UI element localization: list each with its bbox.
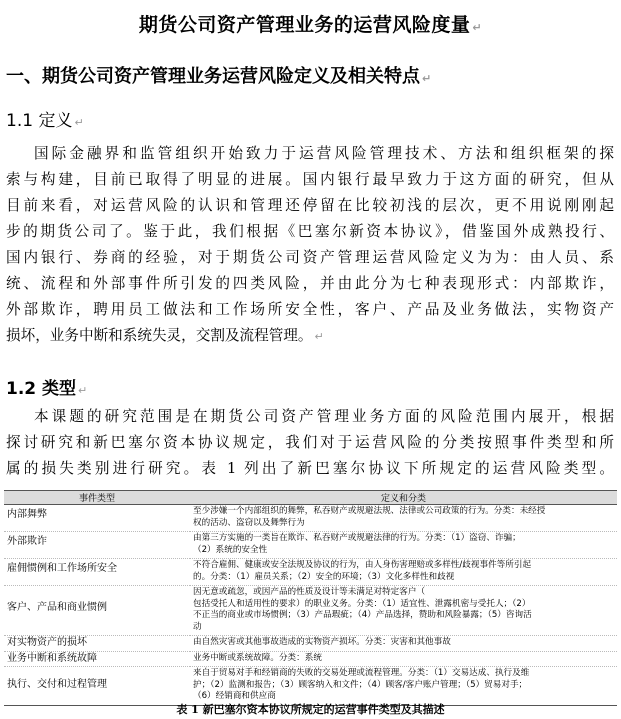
column-header-definition: 定义和分类 (190, 491, 617, 505)
definition-cell (190, 532, 617, 559)
definition-line: 至少涉嫌一个内部组织的舞弊，私吞财产或规避法规、法律或公司政策的行为。分类：未经授 (193, 506, 546, 516)
text-line: 国际金融界和监管组织开始致力于运营风险管理技术、方法和组织框架的探 (34, 145, 614, 162)
paragraph-mark: ↵ (472, 21, 483, 34)
paragraph-mark: ↵ (422, 72, 432, 85)
definition-line: 由第三方实施的一类旨在欺诈、私吞财产或规避法律的行为。分类：（1）盗窃、诈骗； (193, 533, 521, 543)
text-line: 外部欺诈，聘用员工做法和工作场所安全性，客户、产品及业务做法，实物资产 (6, 301, 614, 318)
definition-cell (190, 586, 617, 636)
event-type-cell: 客户、产品和商业惯例 (4, 586, 190, 636)
definition-line: （2）系统的安全性 (193, 544, 268, 555)
paragraph-mark: ↵ (74, 116, 84, 129)
definition-cell (190, 636, 617, 652)
definition-line: 包括受托人和适用性的要求）的职业义务。分类：（1）适宜性、泄露机密与受托人；（2） (193, 598, 531, 609)
definition-line: 权的活动、盗窃以及舞弊行为 (193, 517, 305, 528)
table-row (4, 586, 617, 636)
table-row (4, 532, 617, 559)
definition-line: 动 (193, 621, 202, 632)
paragraph-mark: ↵ (314, 330, 324, 343)
definition-cell (190, 559, 617, 586)
text-line: 属的损失类别进行研究。表 1 列出了新巴塞尔协议下所规定的运营风险类型。 (6, 460, 614, 477)
event-type-cell: 雇佣惯例和工作场所安全 (4, 559, 190, 586)
table-row (4, 667, 617, 706)
definition-line: 由自然灾害或其他事故造成的实物资产损坏。分类：灾害和其他事故 (193, 637, 451, 647)
subsection-heading-definition: 1.1 定义 ↵ (6, 111, 84, 131)
table-caption: 表 1 新巴塞尔资本协议所规定的运营事件类型及其描述 (176, 703, 445, 716)
definition-cell (190, 667, 617, 706)
text-line: 统、流程和外部事件所引发的四类风险，并由此分为七种表现形式：内部欺诈， (6, 275, 614, 292)
event-type-cell: 外部欺诈 (4, 532, 190, 559)
text-line: 国内银行、券商的经验，对于期货公司资产管理运营风险定义为为：由人员、系 (6, 249, 614, 266)
definition-line: （6）经销商和供应商 (193, 691, 276, 701)
table-row (4, 559, 617, 586)
definition-line: 业务中断或系统故障。分类：系统 (193, 652, 322, 663)
definition-line: 护；（2）监测和报告；（3）顾客纳入和文件；（4）顾客/客户账户管理；（5）贸易对手； (193, 679, 528, 690)
subsection-heading-types: 1.2 类型 ↵ (6, 379, 88, 399)
text-line: 损坏，业务中断和系统失灵，交割及流程管理。 ↵ (6, 327, 324, 344)
text-line: 目前来看，对运营风险的认识和管理还停留在比较初浅的层次，更不用说刚刚起 (6, 197, 614, 214)
section-heading: 一、期货公司资产管理业务运营风险定义及相关特点 ↵ (6, 66, 432, 87)
text-line: 探讨研究和新巴塞尔资本协议规定，我们对于运营风险的分类按照事件类型和所 (6, 434, 614, 451)
text-line: 本课题的研究范围是在期货公司资产管理业务方面的风险范围内展开，根据 (34, 408, 614, 425)
document-title: 期货公司资产管理业务的运营风险度量 ↵ (138, 14, 483, 36)
risk-type-table (4, 490, 617, 706)
event-type-cell: 执行、交付和过程管理 (4, 667, 190, 706)
table-row (4, 636, 617, 652)
table-header-row (4, 491, 617, 505)
event-type-cell: 对实物资产的损坏 (4, 636, 190, 652)
definition-cell (190, 505, 617, 532)
paragraph-mark: ↵ (78, 384, 88, 397)
definition-line: 不正当的商业或市场惯例；（3）产品瑕疵；（4）产品选择，赞助和风险暴露；（5）咨询活 (193, 610, 532, 620)
text-line: 索与构建，目前已取得了明显的进展。国内银行最早致力于这方面的研究，但从 (6, 171, 614, 188)
event-type-cell: 业务中断和系统故障 (4, 651, 190, 667)
definition-line: 来自于贸易对手和经销商的失败的交易处理或流程管理。分类：（1）交易达成、执行及维 (193, 668, 530, 678)
event-type-cell: 内部舞弊 (4, 505, 190, 532)
text-line: 步的期货公司了。鉴于此，我们根据《巴塞尔新资本协议》，借鉴国外成熟投行、 (6, 223, 614, 240)
table-row (4, 505, 617, 532)
definition-line: 不符合雇佣、健康或安全法规及协议的行为，由人身伤害理赔或多样性/歧视事件等所引起 (193, 560, 532, 570)
table-row (4, 651, 617, 667)
column-header-event-type: 事件类型 (4, 491, 190, 505)
definition-line: 因无意或疏忽，或因产品的性质及设计等未满足对特定客户（ (193, 587, 426, 597)
definition-line: 的。分类：（1）雇员关系；（2）安全的环境；（3）文化多样性和歧视 (193, 571, 455, 582)
definition-cell (190, 651, 617, 667)
